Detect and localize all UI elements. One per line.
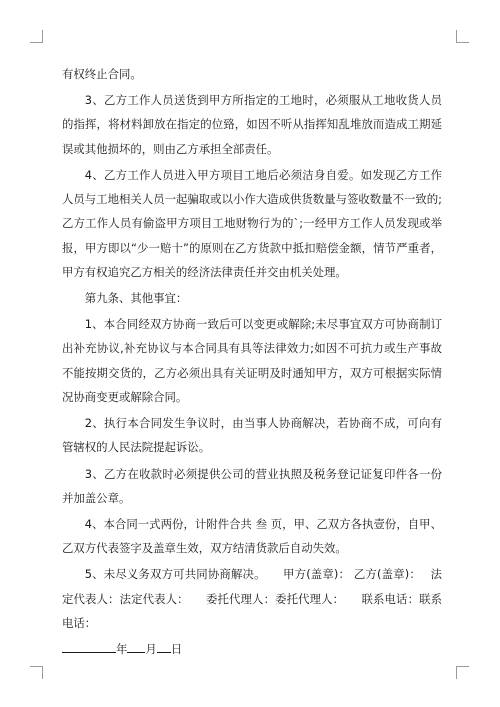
month-label: 月: [145, 642, 157, 656]
crop-mark-bottom-right: [456, 666, 469, 679]
paragraph-clause-3-delivery: 3、乙方工作人员送货到甲方所指定的工地时，必须服从工地收货人员的指挥，将材料卸放在指定的位臵，如因不听从指挥知乱堆放而造成工期延误或其他损坏的，则由乙方承担全部责任。: [62, 93, 442, 156]
paragraph-clause-4-conduct: 4、乙方工作人员进入甲方项目工地后必须洁身自爱。如发现乙方工作人员与工地相关人员一起骗取或以小作大造成供货数量与签收数量不一致的;乙方工作人员有偷盗甲方项目工地财物行为的`;一经甲方工作人员发现或举报，甲方即以“少一赔十”的原则在乙方货款中抵扣赔偿金额，情节严重者，甲方有权追究乙方相关的经济法律责任并交由机关处理。: [62, 167, 442, 279]
paragraph-item-1-amendment: 1、本合同经双方协商一致后可以变更或解除;未尽事宜双方可协商制订出补充协议,补充协议与本合同具有具等法律效力;如因不可抗力或生产事故不能按期交货的，乙方必须出具有关证明及时通知甲方，双方可根据实际情况协商变更或解除合同。: [62, 317, 442, 405]
paragraph-termination: 有权终止合同。: [62, 67, 142, 81]
month-blank: [127, 640, 145, 653]
day-blank: [157, 640, 171, 653]
paragraph-item-2-dispute: 2、执行本合同发生争议时，由当事人协商解决，若协商不成，可向有管辖权的人民法院提起诉讼。: [62, 416, 442, 455]
day-label: 日: [170, 642, 183, 656]
year-label: 年: [116, 642, 128, 656]
section-heading-article-9: 第九条、其他事宜：: [84, 291, 188, 306]
phone-blank: [62, 640, 98, 653]
crop-mark-top-right: [456, 30, 469, 43]
date-line: [62, 637, 442, 661]
paragraph-item-3-license: 3、乙方在收款时必须提供公司的营业执照及税务登记证复印件各一份并加盖公章。: [62, 466, 442, 505]
paragraph-item-4-copies: 4、本合同一式两份，计附件合共 叁 页，甲、乙双方各执壹份，自甲、乙双方代表签字及盖章生效，双方结清货款后自动失效。: [62, 516, 442, 556]
crop-mark-top-left: [30, 30, 43, 43]
year-blank: [98, 640, 116, 653]
paragraph-item-5-signatures: 5、未尽义务双方可共同协商解决。 甲方(盖章)： 乙方(盖章)： 法定代表人：法定代表人： 委托代理人：委托代理人： 联系电话：联系电话：: [62, 567, 442, 630]
document-body: [62, 62, 442, 663]
crop-mark-bottom-left: [30, 666, 43, 679]
